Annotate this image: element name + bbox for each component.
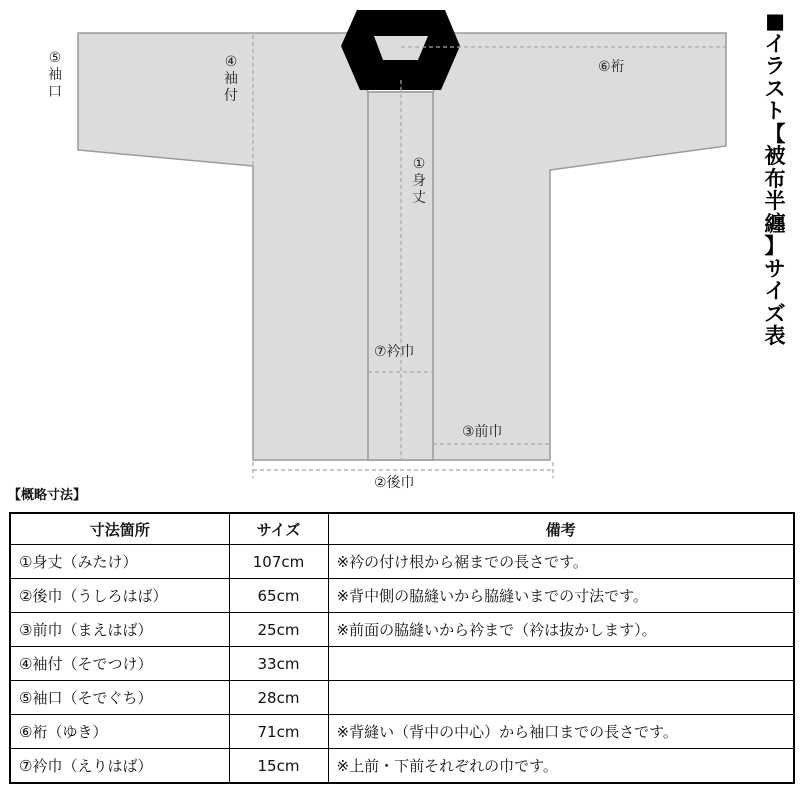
- label-sleeve-opening: ⑤ 袖 口: [48, 50, 62, 100]
- cell-part: ③前巾（まえはば）: [10, 613, 229, 647]
- table-row: [10, 613, 794, 647]
- label-back-width: ②後巾: [374, 475, 415, 491]
- table-row: [10, 681, 794, 715]
- cell-part: ①身丈（みたけ）: [10, 545, 229, 579]
- size-table: [9, 512, 795, 784]
- label-collar-width: ⑦衿巾: [374, 344, 415, 360]
- page-title: ■ イ ラ ス ト 【 被 布 半 纏 】 サ イ ズ 表: [764, 9, 786, 348]
- label-sleeve-length: ⑥裄: [598, 59, 625, 75]
- label-sleeve-attach: ④ 袖 付: [224, 54, 238, 104]
- cell-part: ④袖付（そでつけ）: [10, 647, 229, 681]
- table-row: [10, 715, 794, 749]
- cell-part: ②後巾（うしろはば）: [10, 579, 229, 613]
- cell-size: 33cm: [229, 647, 328, 681]
- cell-note: ※背縫い（背中の中心）から袖口までの長さです。: [328, 715, 794, 749]
- label-front-width: ③前巾: [462, 424, 503, 440]
- label-length: ① 身 丈: [412, 156, 426, 206]
- cell-note: [328, 681, 794, 715]
- cell-part: ⑦衿巾（えりはば）: [10, 749, 229, 784]
- cell-note: [328, 647, 794, 681]
- cell-size: 15cm: [229, 749, 328, 784]
- cell-size: 65cm: [229, 579, 328, 613]
- header-part: 寸法箇所: [10, 513, 229, 545]
- cell-note: ※背中側の脇縫いから脇縫いまでの寸法です。: [328, 579, 794, 613]
- cell-note: ※衿の付け根から裾までの長さです。: [328, 545, 794, 579]
- header-note: 備考: [328, 513, 794, 545]
- cell-note: ※上前・下前それぞれの巾です。: [328, 749, 794, 784]
- table-row: [10, 647, 794, 681]
- cell-size: 28cm: [229, 681, 328, 715]
- cell-size: 25cm: [229, 613, 328, 647]
- table-row: [10, 749, 794, 784]
- cell-part: ⑥裄（ゆき）: [10, 715, 229, 749]
- summary-title: 【概略寸法】: [8, 488, 87, 503]
- table-header-row: [10, 513, 794, 545]
- table-row: [10, 579, 794, 613]
- cell-note: ※前面の脇縫いから衿まで（衿は抜かします）。: [328, 613, 794, 647]
- header-size: サイズ: [229, 513, 328, 545]
- table-row: [10, 545, 794, 579]
- cell-size: 107cm: [229, 545, 328, 579]
- cell-size: 71cm: [229, 715, 328, 749]
- cell-part: ⑤袖口（そでぐち）: [10, 681, 229, 715]
